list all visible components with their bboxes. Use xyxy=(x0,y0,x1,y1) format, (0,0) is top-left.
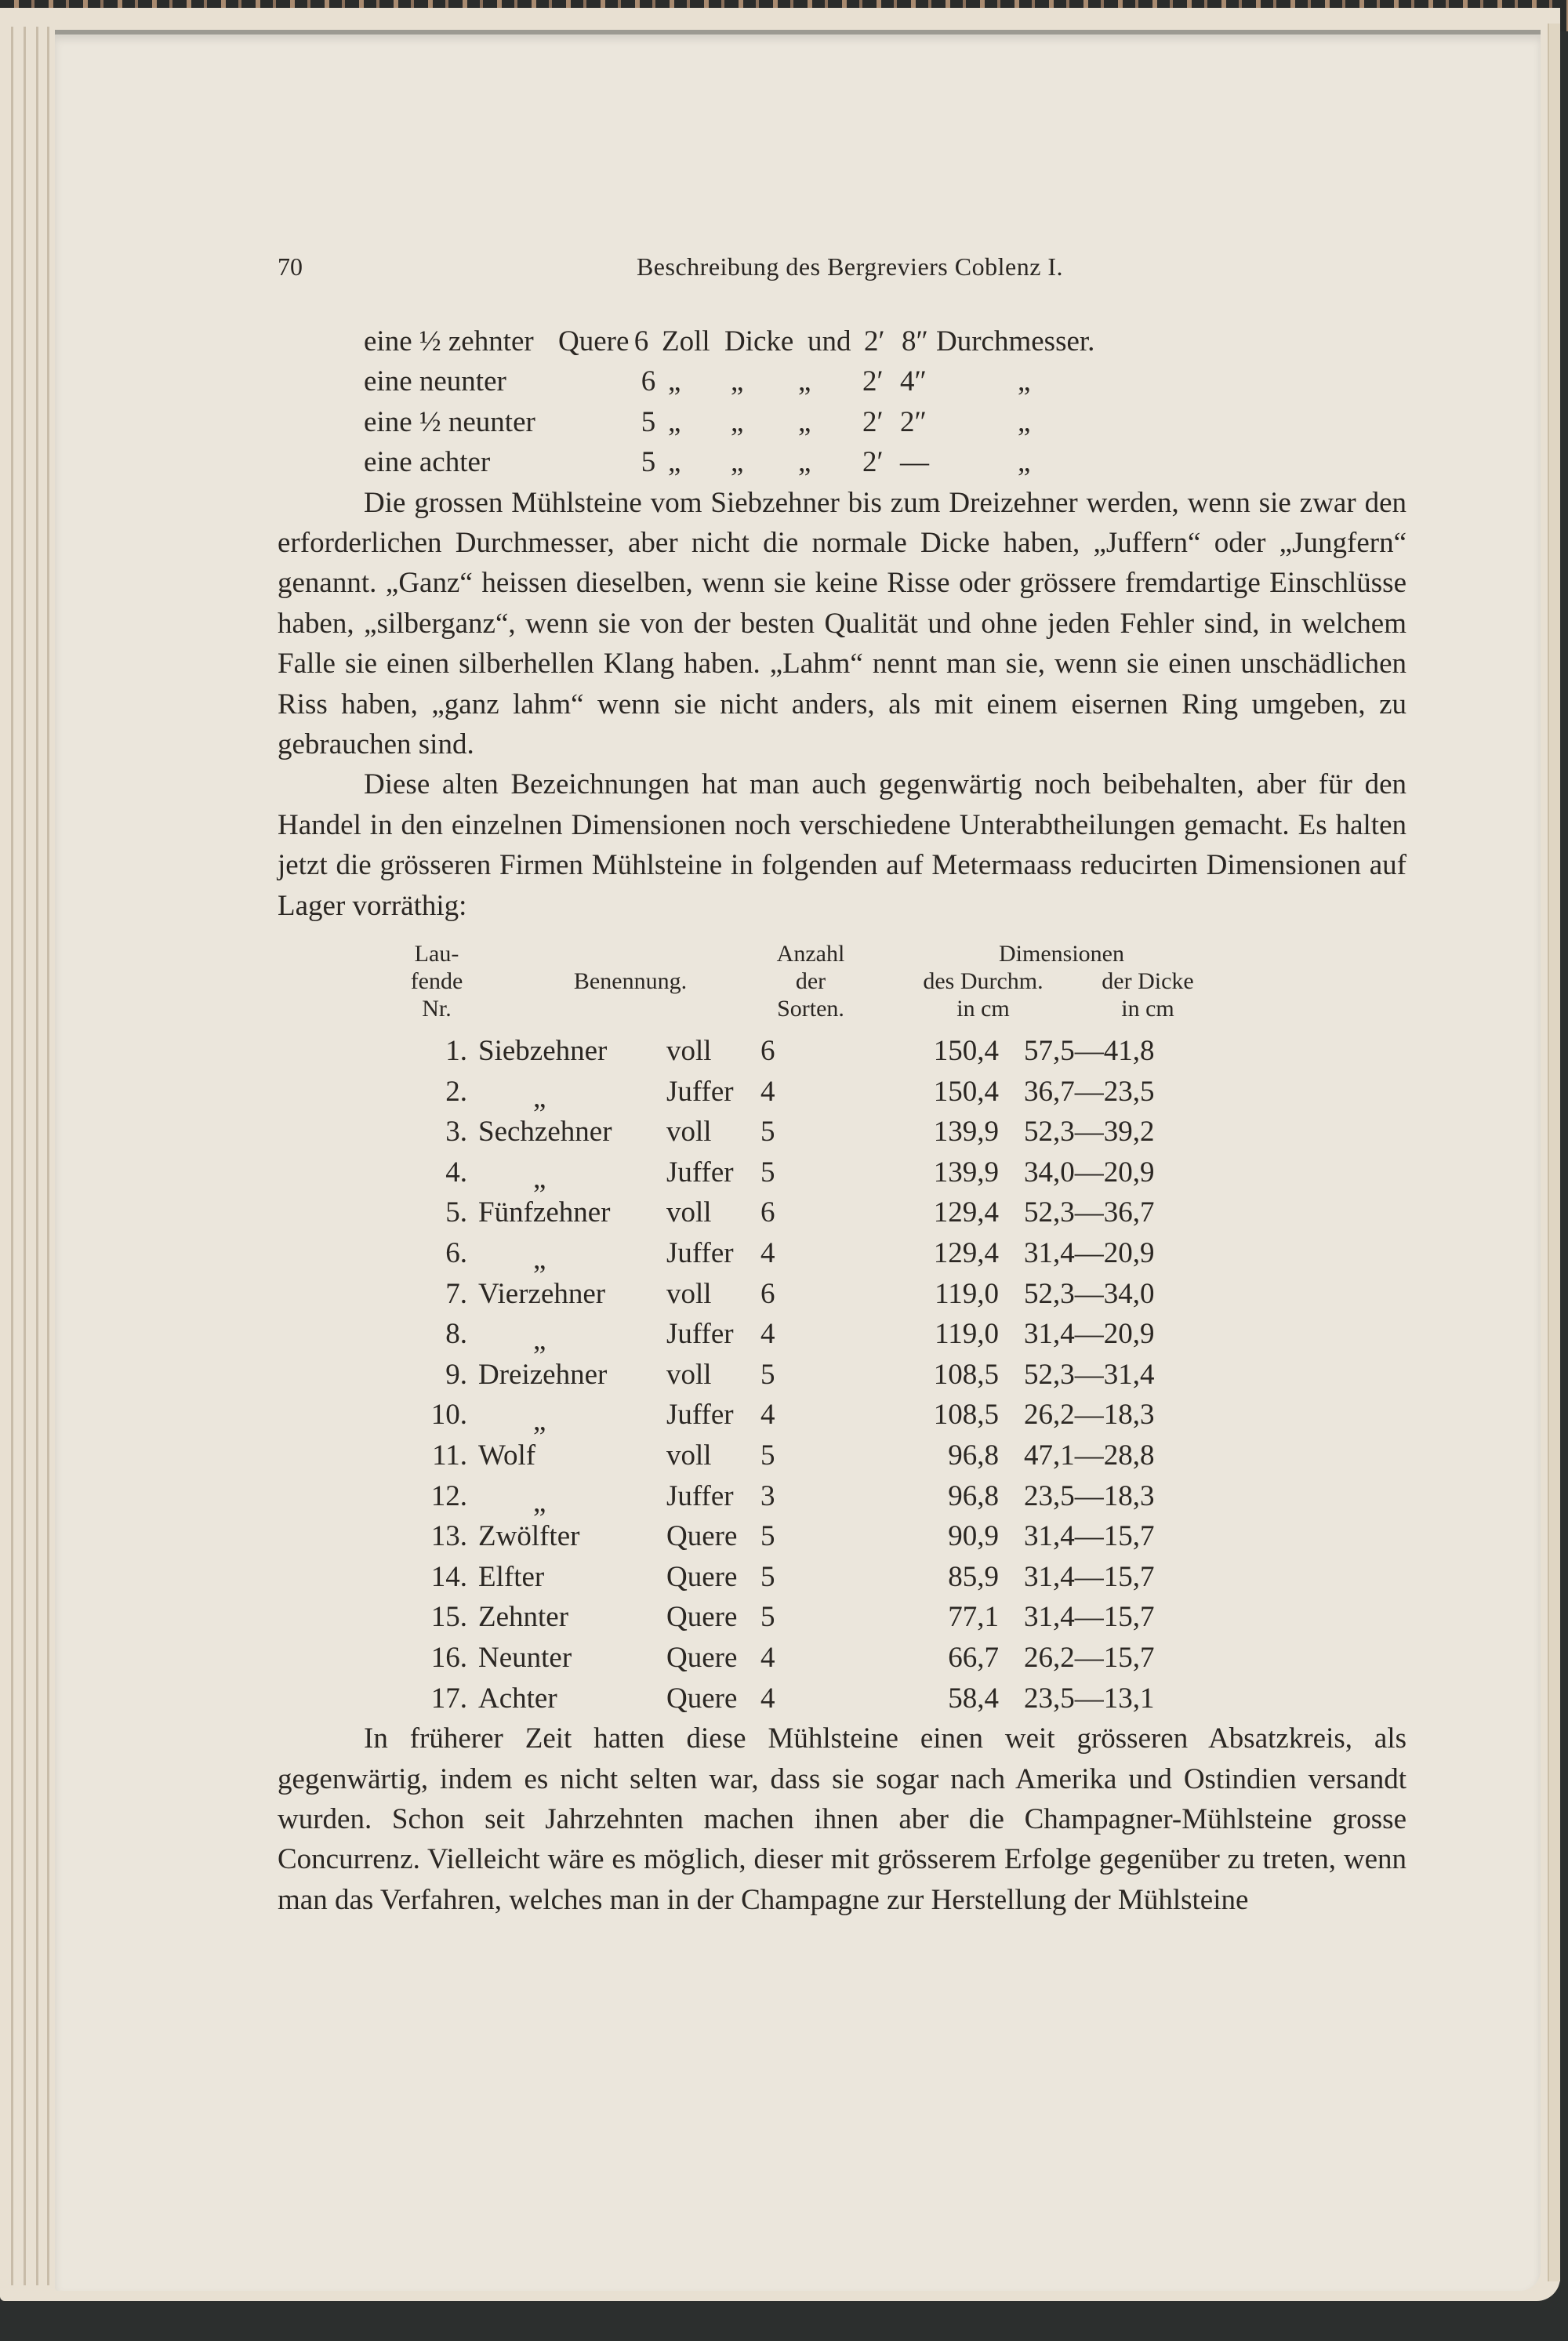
row-name: Vierzehner xyxy=(478,1277,606,1310)
row-diameter: 85,9 xyxy=(948,1560,999,1593)
paragraph-absatzkreis: In früherer Zeit hatten diese Mühlsteine einen weit grösseren Absatzkreis, als gegenwärtig, indem es nicht selten war, dass sie sogar nach Amerika und Ostindien versandt wurden. Schon seit Jahrzehnten machen ihnen aber die Champagner-Mühlsteine grosse Concurrenz. Vielleicht wäre es möglich, dieser mit grösserem Erfolge gegenüber zu treten, wenn man das Verfahren, welches man in der Champagne zur Herstellung der Mühlsteine xyxy=(278,1722,1406,1916)
table-row xyxy=(278,1395,1406,1438)
row-kind: Juffer xyxy=(666,1479,734,1512)
spec-und: „ xyxy=(798,365,811,398)
row-thickness: 36,7—23,5 xyxy=(1024,1075,1155,1108)
row-diameter: 139,9 xyxy=(933,1116,999,1149)
row-count: 5 xyxy=(760,1601,775,1634)
row-name xyxy=(478,1072,663,1112)
row-number: 1. xyxy=(445,1035,467,1068)
row-count: 4 xyxy=(760,1642,775,1674)
row-name: Achter xyxy=(478,1682,557,1715)
row-name: Sechzehner xyxy=(478,1116,612,1149)
ditto-mark: „ xyxy=(533,1081,546,1114)
row-diameter: 150,4 xyxy=(933,1075,999,1108)
spec-list xyxy=(278,321,1406,483)
row-kind: voll xyxy=(666,1358,712,1391)
row-number: 8. xyxy=(445,1318,467,1351)
spec-name: eine ½ neunter xyxy=(364,405,535,438)
row-number: 9. xyxy=(445,1358,467,1391)
row-thickness: 31,4—15,7 xyxy=(1024,1520,1155,1553)
spec-inch: 4″ xyxy=(900,365,927,398)
spec-feet: 2′ xyxy=(862,405,884,438)
spec-unit: „ xyxy=(668,405,681,438)
row-number: 6. xyxy=(445,1237,467,1270)
row-name: Elfter xyxy=(478,1560,545,1593)
table-row xyxy=(278,1679,1406,1719)
row-count: 4 xyxy=(760,1399,775,1432)
row-diameter: 66,7 xyxy=(948,1642,999,1674)
row-number: 10. xyxy=(430,1399,467,1432)
spec-inch: 2″ xyxy=(900,405,927,438)
spec-line xyxy=(364,321,1406,361)
table-row xyxy=(278,1314,1406,1355)
spec-feet: 2′ xyxy=(862,365,884,398)
row-thickness: 23,5—18,3 xyxy=(1024,1479,1155,1512)
row-kind: Quere xyxy=(666,1560,738,1593)
spec-und: und xyxy=(808,325,851,358)
row-diameter: 77,1 xyxy=(948,1601,999,1634)
row-diameter: 119,0 xyxy=(935,1277,999,1310)
table-row xyxy=(278,1516,1406,1557)
table-row xyxy=(278,1152,1406,1193)
spec-und: „ xyxy=(798,405,811,438)
row-count: 5 xyxy=(760,1560,775,1593)
ditto-mark: „ xyxy=(533,1486,546,1519)
row-diameter: 119,0 xyxy=(935,1318,999,1351)
running-head: Beschreibung des Bergreviers Coblenz I. xyxy=(636,252,1064,281)
spec-kind: Quere xyxy=(558,325,630,358)
spec-und: „ xyxy=(798,446,811,479)
table-row xyxy=(278,1557,1406,1598)
spec-unit: Zoll xyxy=(662,325,710,358)
row-kind: Quere xyxy=(666,1520,738,1553)
row-diameter: 129,4 xyxy=(933,1196,999,1229)
row-number: 2. xyxy=(445,1075,467,1108)
table-header xyxy=(278,940,1406,1031)
leaf-edge xyxy=(47,27,49,2285)
row-kind: Juffer xyxy=(666,1156,734,1189)
row-thickness: 52,3—36,7 xyxy=(1024,1196,1155,1229)
spec-what2: „ xyxy=(1018,365,1031,398)
row-thickness: 31,4—20,9 xyxy=(1024,1237,1155,1270)
row-number: 7. xyxy=(445,1277,467,1310)
table-row xyxy=(278,1435,1406,1476)
ditto-mark: „ xyxy=(533,1162,546,1195)
row-name: Siebzehner xyxy=(478,1035,608,1068)
row-thickness: 52,3—39,2 xyxy=(1024,1116,1155,1149)
row-number: 13. xyxy=(430,1520,467,1553)
row-diameter: 96,8 xyxy=(948,1439,999,1472)
spec-what: „ xyxy=(731,405,744,438)
spec-unit: „ xyxy=(668,446,681,479)
row-kind: voll xyxy=(666,1277,712,1310)
right-page-edge xyxy=(1548,24,1560,2281)
row-number: 14. xyxy=(430,1560,467,1593)
row-thickness: 23,5—13,1 xyxy=(1024,1682,1155,1715)
row-number: 15. xyxy=(430,1601,467,1634)
row-thickness: 34,0—20,9 xyxy=(1024,1156,1155,1189)
row-number: 5. xyxy=(445,1196,467,1229)
table-row xyxy=(278,1233,1406,1274)
spec-name: eine ½ zehnter xyxy=(364,325,534,358)
row-kind: Juffer xyxy=(666,1237,734,1270)
row-count: 5 xyxy=(760,1520,775,1553)
table-row xyxy=(278,1597,1406,1638)
spec-thick: 5 xyxy=(641,405,656,438)
row-count: 6 xyxy=(760,1277,775,1310)
row-number: 12. xyxy=(430,1479,467,1512)
row-kind: voll xyxy=(666,1035,712,1068)
row-thickness: 47,1—28,8 xyxy=(1024,1439,1155,1472)
spec-name: eine neunter xyxy=(364,365,506,398)
table-body xyxy=(278,1031,1406,1719)
paragraph-bezeichnungen: Diese alten Bezeichnungen hat man auch gegenwärtig noch beibehalten, aber für den Handel in den einzelnen Dimensionen noch verschiedene Unterabtheilungen gemacht. Es halten jetzt die grösseren Firmen Mühlsteine in folgenden auf Metermaass reducirten Dimensionen auf Lager vorräthig: xyxy=(278,768,1406,922)
spec-thick: 6 xyxy=(633,325,649,358)
row-thickness: 52,3—34,0 xyxy=(1024,1277,1155,1310)
header-thick: der Dicke in cm xyxy=(1102,968,1194,1022)
header-dimensions: Dimensionen xyxy=(999,941,1124,967)
table-row xyxy=(278,1274,1406,1315)
table-row xyxy=(278,1112,1406,1152)
spec-what2: Durchmesser. xyxy=(936,325,1095,358)
row-name xyxy=(478,1314,663,1355)
table-row xyxy=(278,1476,1406,1517)
table-row xyxy=(278,1355,1406,1396)
page-number: 70 xyxy=(278,252,303,281)
row-diameter: 96,8 xyxy=(948,1479,999,1512)
row-kind: voll xyxy=(666,1196,712,1229)
row-count: 5 xyxy=(760,1156,775,1189)
row-count: 6 xyxy=(760,1196,775,1229)
spec-feet: 2′ xyxy=(864,325,885,358)
row-diameter: 90,9 xyxy=(948,1520,999,1553)
page-body xyxy=(278,321,1406,1920)
row-count: 5 xyxy=(760,1439,775,1472)
ditto-mark: „ xyxy=(533,1243,546,1276)
row-number: 17. xyxy=(430,1682,467,1715)
row-name: Wolf xyxy=(478,1439,536,1472)
row-count: 3 xyxy=(760,1479,775,1512)
paragraph-juffern: Die grossen Mühlsteine vom Siebzehner bis zum Dreizehner werden, wenn sie zwar den erforderlichen Durchmesser, aber nicht die normale Dicke haben, „Juffern“ oder „Jungfern“ genannt. „Ganz“ heissen dieselben, wenn sie keine Risse oder grössere fremdartige Einschlüsse haben, „silberganz“, wenn sie von der besten Qualität und ohne jeden Fehler sind, in welchem Falle sie einen silberhellen Klang haben. „Lahm“ nennt man sie, wenn sie einen unschädlichen Riss haben, „ganz lahm“ wenn sie nicht anders, als mit einem eisernen Ring umgeben, zu gebrauchen sind. xyxy=(278,486,1406,761)
row-number: 4. xyxy=(445,1156,467,1189)
row-name xyxy=(478,1152,663,1193)
header-nr: Lau- fende Nr. xyxy=(410,941,463,1022)
spec-inch: 8″ xyxy=(902,325,928,358)
row-kind: Quere xyxy=(666,1642,738,1674)
spec-thick: 6 xyxy=(641,365,656,398)
spec-thick: 5 xyxy=(641,446,656,479)
millstone-dimensions-table xyxy=(278,940,1406,1719)
row-number: 16. xyxy=(430,1642,467,1674)
row-name: Zwölfter xyxy=(478,1520,580,1553)
leaf-edge xyxy=(36,27,38,2285)
row-count: 4 xyxy=(760,1237,775,1270)
row-count: 5 xyxy=(760,1116,775,1149)
row-diameter: 108,5 xyxy=(933,1358,999,1391)
spec-line xyxy=(364,402,1406,442)
row-count: 4 xyxy=(760,1075,775,1108)
spec-what: „ xyxy=(731,446,744,479)
row-count: 4 xyxy=(760,1318,775,1351)
row-name xyxy=(478,1233,663,1274)
spec-what2: „ xyxy=(1018,446,1031,479)
row-name xyxy=(478,1476,663,1517)
header-diam: des Durchm. in cm xyxy=(923,968,1044,1022)
row-number: 11. xyxy=(432,1439,467,1472)
row-count: 4 xyxy=(760,1682,775,1715)
header-count: Anzahl der Sorten. xyxy=(776,941,845,1022)
row-diameter: 58,4 xyxy=(948,1682,999,1715)
row-name: Neunter xyxy=(478,1642,572,1674)
row-thickness: 57,5—41,8 xyxy=(1024,1035,1155,1068)
table-row xyxy=(278,1031,1406,1072)
spec-name: eine achter xyxy=(364,446,491,479)
row-name: Zehnter xyxy=(478,1601,569,1634)
spec-what: „ xyxy=(731,365,744,398)
spec-what2: „ xyxy=(1018,405,1031,438)
row-thickness: 31,4—15,7 xyxy=(1024,1601,1155,1634)
row-name: Dreizehner xyxy=(478,1358,608,1391)
row-name: Fünfzehner xyxy=(478,1196,611,1229)
spec-line xyxy=(364,361,1406,401)
spec-inch: — xyxy=(900,446,929,479)
row-kind: voll xyxy=(666,1439,712,1472)
page-header xyxy=(278,252,1422,284)
table-row xyxy=(278,1638,1406,1679)
leaf-edge xyxy=(11,27,13,2285)
ditto-mark: „ xyxy=(533,1405,546,1438)
row-thickness: 31,4—20,9 xyxy=(1024,1318,1155,1351)
row-diameter: 108,5 xyxy=(933,1399,999,1432)
row-number: 3. xyxy=(445,1116,467,1149)
row-kind: Quere xyxy=(666,1682,738,1715)
leaf-edge xyxy=(24,27,26,2285)
row-kind: Quere xyxy=(666,1601,738,1634)
row-kind: Juffer xyxy=(666,1318,734,1351)
spec-unit: „ xyxy=(668,365,681,398)
spec-line xyxy=(364,442,1406,482)
row-kind: Juffer xyxy=(666,1399,734,1432)
row-count: 6 xyxy=(760,1035,775,1068)
row-thickness: 26,2—15,7 xyxy=(1024,1642,1155,1674)
row-kind: voll xyxy=(666,1116,712,1149)
row-thickness: 31,4—15,7 xyxy=(1024,1560,1155,1593)
table-row xyxy=(278,1072,1406,1112)
spec-feet: 2′ xyxy=(862,446,884,479)
spec-what: Dicke xyxy=(724,325,794,358)
row-name xyxy=(478,1395,663,1438)
table-row xyxy=(278,1192,1406,1233)
ditto-mark: „ xyxy=(533,1324,546,1357)
row-thickness: 52,3—31,4 xyxy=(1024,1358,1155,1391)
row-count: 5 xyxy=(760,1358,775,1391)
header-name: Benennung. xyxy=(573,968,688,995)
row-diameter: 139,9 xyxy=(933,1156,999,1189)
row-thickness: 26,2—18,3 xyxy=(1024,1399,1155,1432)
row-diameter: 150,4 xyxy=(933,1035,999,1068)
row-kind: Juffer xyxy=(666,1075,734,1108)
row-diameter: 129,4 xyxy=(933,1237,999,1270)
